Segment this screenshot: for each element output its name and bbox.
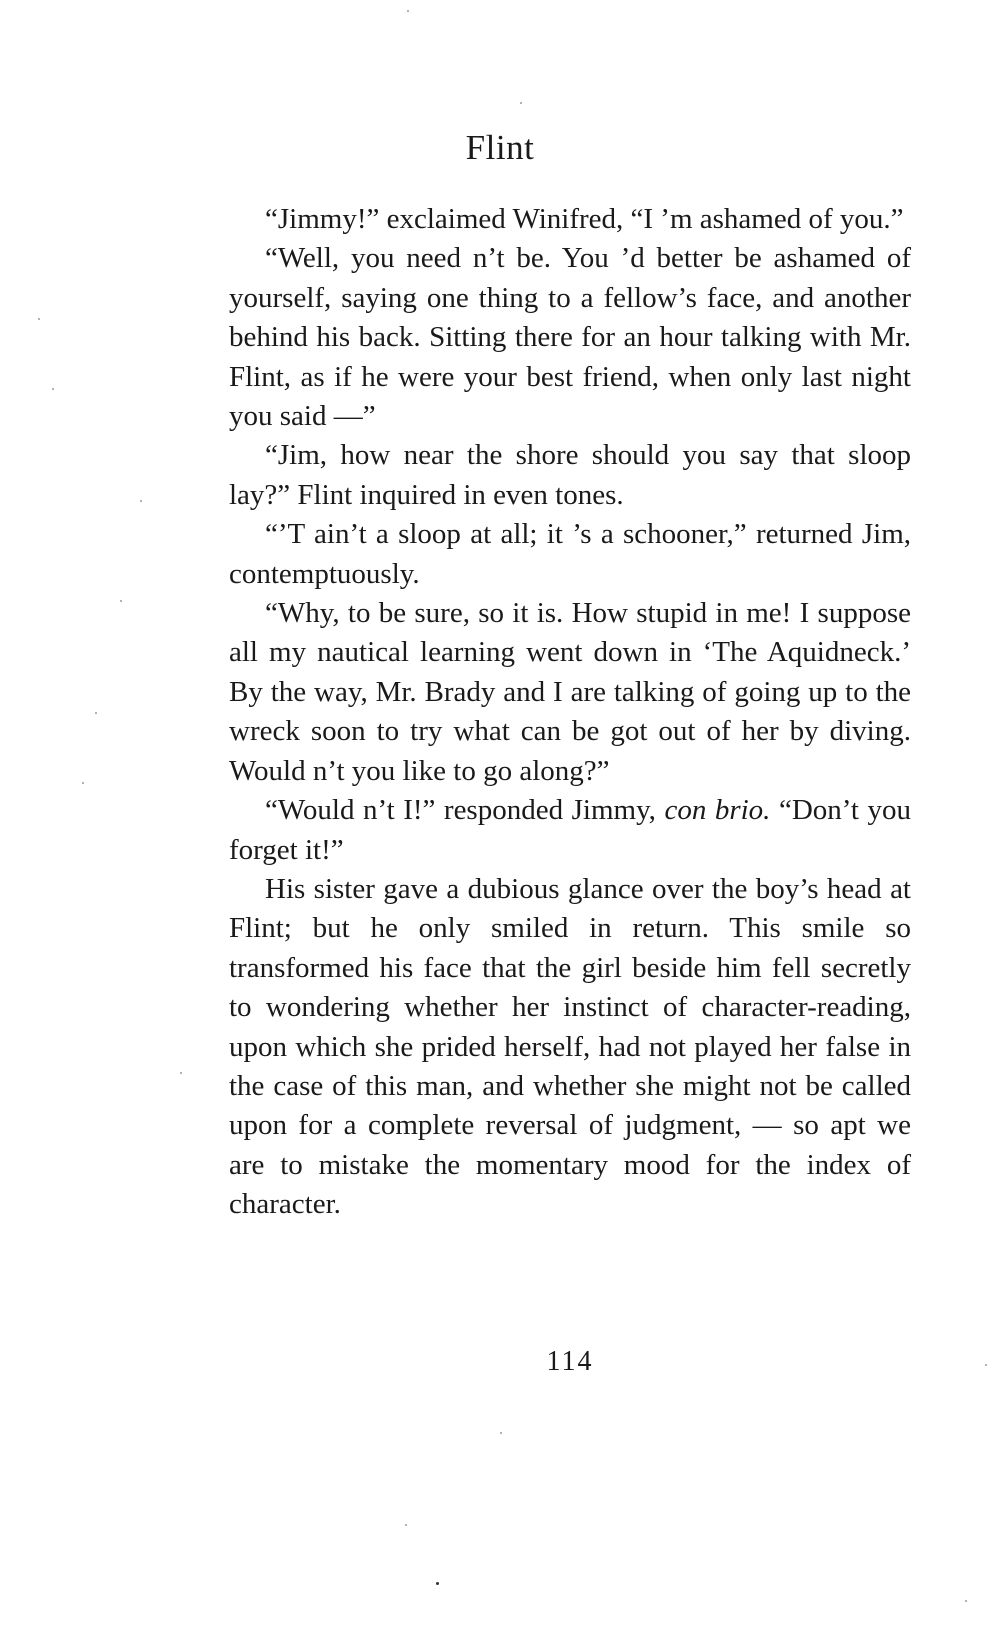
paragraph xyxy=(229,436,911,515)
scan-speck xyxy=(120,600,122,602)
scan-speck xyxy=(38,318,40,320)
running-head: Flint xyxy=(465,128,535,167)
scan-speck xyxy=(405,1524,407,1526)
paragraph-text: “Well, you need n’t be. You ’d better be ashamed of yourself, saying one thing to a fellow’s face, and another behind his back. Sitting there for an hour talking with Mr. Flint, as if he were your best friend, when only last night you said —” xyxy=(229,242,911,433)
paragraph-text: “Why, to be sure, so it is. How stupid in me! I suppose all my nautical learning went down in ‘The Aquidneck.’ By the way, Mr. Brady and I are talking of going up to the wreck soon to try what can be got out of her by diving. Would n’t you like to go along?” xyxy=(229,597,911,787)
paragraph-text: “Jimmy!” exclaimed Winifred, “I ’m ashamed of you.” xyxy=(265,203,904,235)
scan-speck xyxy=(407,10,409,12)
paragraph xyxy=(229,870,911,1225)
paragraph xyxy=(229,515,911,594)
paragraph xyxy=(229,791,911,870)
scan-speck xyxy=(82,782,84,784)
scan-speck xyxy=(500,1432,502,1434)
scan-speck xyxy=(52,388,54,390)
paragraph xyxy=(229,594,911,791)
paragraph-text: His sister gave a dubious glance over the boy’s head at Flint; but he only smiled in return. This smile so transformed his face that the girl beside him fell secretly to wondering whether her instinct of character-reading, upon which she prided herself, had not played her false in the case of this man, and whether she might not be called upon for a complete reversal of judgment, — so apt we are to mistake the momentary mood for the index of character. xyxy=(229,872,911,1221)
scan-speck xyxy=(436,1582,439,1585)
paragraph-text: “Would n’t I!” responded Jimmy, xyxy=(265,794,665,827)
scan-speck xyxy=(140,500,142,502)
scan-speck xyxy=(985,1364,987,1366)
paragraph xyxy=(229,200,911,239)
scan-speck xyxy=(965,1600,967,1602)
page-number: 114 xyxy=(546,1346,594,1377)
scan-speck xyxy=(180,1072,182,1074)
scan-speck xyxy=(95,712,97,714)
paragraph xyxy=(229,239,911,436)
paragraph-text: “’T ain’t a sloop at all; it ’s a schooner,” returned Jim, contemptuously. xyxy=(229,518,911,590)
paragraph-text: “Don’t you forget it!” xyxy=(229,794,911,866)
italic-phrase: con brio. xyxy=(664,794,771,827)
body-text xyxy=(229,200,911,1225)
scan-speck xyxy=(520,102,522,104)
paragraph-text: “Jim, how near the shore should you say that sloop lay?” Flint inquired in even tones. xyxy=(229,439,911,511)
